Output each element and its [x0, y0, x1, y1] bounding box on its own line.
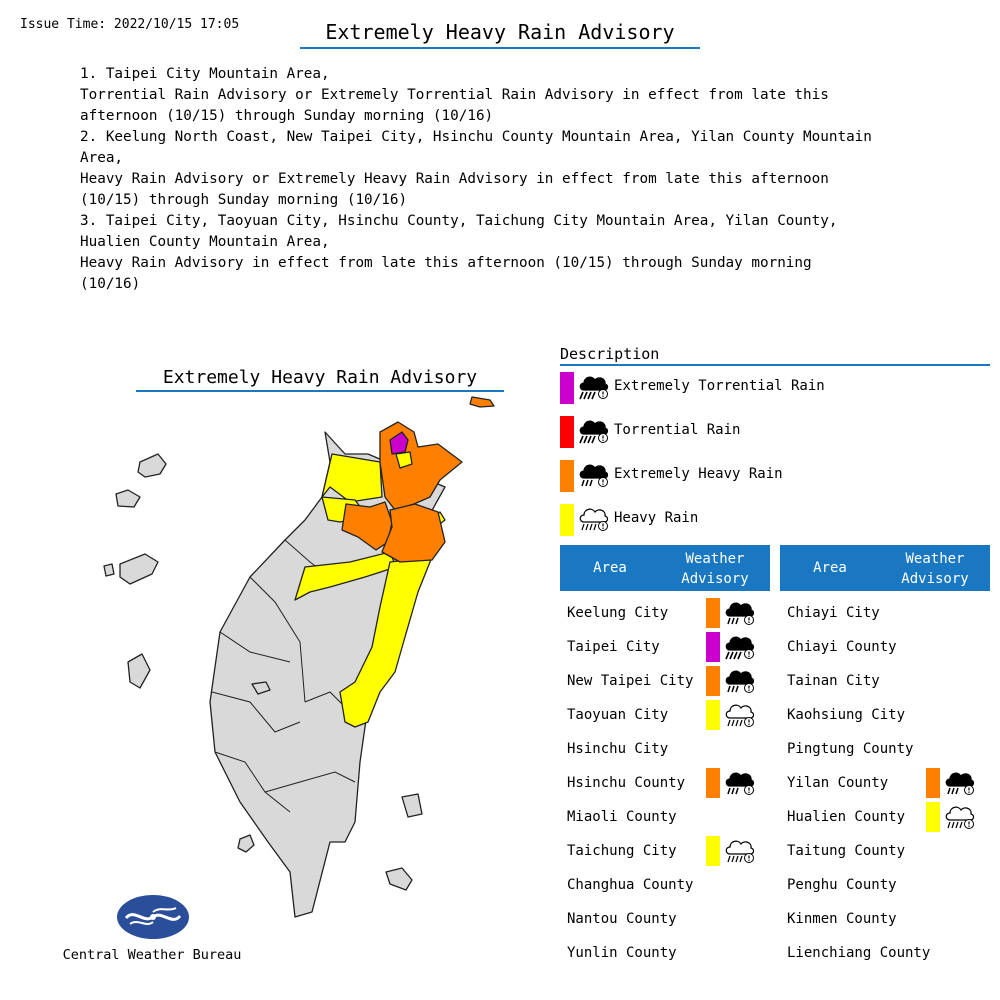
advisory-swatch: [706, 598, 720, 628]
legend-label: Extremely Torrential Rain: [614, 378, 825, 394]
legend-label: Torrential Rain: [614, 422, 741, 438]
cwb-logo: [116, 894, 190, 940]
notice-line: Torrential Rain Advisory or Extremely Torrential Rain Advisory in effect from late this: [80, 87, 829, 103]
page-title: Extremely Heavy Rain Advisory: [300, 20, 700, 49]
notice-line: 3. Taipei City, Taoyuan City, Hsinchu County, Taichung City Mountain Area, Yilan County,: [80, 213, 838, 229]
table-row: [780, 938, 990, 972]
table-row: [780, 666, 990, 700]
table-header-right: [780, 545, 990, 591]
notice-line: 1. Taipei City Mountain Area,: [80, 66, 330, 82]
area-header: Area: [593, 560, 627, 576]
area-name: Taipei City: [567, 639, 660, 655]
notice-line: (10/16): [80, 276, 141, 292]
region-kinmen-small: [116, 490, 140, 507]
table-row: [780, 598, 990, 632]
region-keelung: [470, 397, 494, 407]
table-row: [560, 734, 770, 768]
torrential-rain-icon: [578, 372, 610, 408]
notice-line: Area,: [80, 150, 124, 166]
legend-label: Heavy Rain: [614, 510, 699, 526]
area-name: Taoyuan City: [567, 707, 669, 723]
table-row: [560, 700, 770, 734]
notice-line: afternoon (10/15) through Sunday morning (10/16): [80, 108, 494, 124]
region-yilan: [382, 504, 445, 562]
area-name: Tainan City: [787, 673, 880, 689]
heavy-rain-icon: [724, 666, 756, 702]
area-name: Kaohsiung City: [787, 707, 906, 723]
table-row: [560, 870, 770, 904]
advisory-swatch: [706, 666, 720, 696]
area-name: Keelung City: [567, 605, 669, 621]
region-green-island: [402, 794, 422, 817]
table-row: [780, 802, 990, 836]
area-name: Taitung County: [787, 843, 906, 859]
legend-swatch: [560, 372, 574, 404]
heavy-rain-icon: [724, 598, 756, 634]
advisory-swatch: [706, 768, 720, 798]
notice-line: Heavy Rain Advisory in effect from late this afternoon (10/15) through Sunday morning: [80, 255, 812, 271]
table-row: [780, 870, 990, 904]
torrential-rain-icon: [578, 416, 610, 452]
advisory-header-line2: Advisory: [681, 571, 749, 587]
issue-time: Issue Time: 2022/10/15 17:05: [20, 17, 240, 32]
table-row: [560, 768, 770, 802]
advisory-swatch: [926, 802, 940, 832]
heavy-rain-icon: [578, 460, 610, 496]
table-row: [780, 904, 990, 938]
advisory-notice: [80, 64, 940, 295]
advisory-swatch: [706, 836, 720, 866]
region-orchid-island: [386, 868, 412, 890]
torrential-rain-icon: [724, 632, 756, 668]
region-liuqiu: [238, 835, 254, 852]
region-kinmen: [138, 454, 166, 477]
area-name: Yunlin County: [567, 945, 677, 961]
area-name: Chiayi City: [787, 605, 880, 621]
legend-item: [560, 504, 960, 536]
area-name: Miaoli County: [567, 809, 677, 825]
area-name: Chiayi County: [787, 639, 897, 655]
taiwan-advisory-map: [100, 392, 500, 922]
area-name: Hualien County: [787, 809, 906, 825]
rain-icon: [578, 504, 610, 540]
map-title: Extremely Heavy Rain Advisory: [136, 367, 504, 392]
area-name: Kinmen County: [787, 911, 897, 927]
table-row: [560, 836, 770, 870]
table-row: [560, 904, 770, 938]
area-name: Nantou County: [567, 911, 677, 927]
bureau-name: Central Weather Bureau: [62, 947, 242, 963]
advisory-header-line1: Weather: [685, 551, 745, 567]
legend-swatch: [560, 460, 574, 492]
area-name: Hsinchu City: [567, 741, 669, 757]
rain-icon: [724, 836, 756, 872]
legend-item: [560, 372, 960, 404]
heavy-rain-icon: [724, 768, 756, 804]
area-name: Lienchiang County: [787, 945, 931, 961]
heavy-rain-icon: [944, 768, 976, 804]
table-row: [780, 632, 990, 666]
notice-line: Heavy Rain Advisory or Extremely Heavy Rain Advisory in effect from late this afternoon: [80, 171, 829, 187]
advisory-swatch: [706, 632, 720, 662]
area-name: Penghu County: [787, 877, 897, 893]
region-penghu: [128, 654, 150, 688]
area-name: Taichung City: [567, 843, 677, 859]
area-name: Yilan County: [787, 775, 889, 791]
advisory-header-line2: Advisory: [901, 571, 969, 587]
area-header: Area: [813, 560, 847, 576]
table-row: [780, 836, 990, 870]
table-row: [780, 768, 990, 802]
legend-title: Description: [560, 345, 990, 366]
advisory-header-line1: Weather: [905, 551, 965, 567]
advisory-header: [670, 549, 760, 589]
area-name: Hsinchu County: [567, 775, 686, 791]
advisory-swatch: [926, 768, 940, 798]
area-name: Changhua County: [567, 877, 694, 893]
notice-line: 2. Keelung North Coast, New Taipei City, Hsinchu County Mountain Area, Yilan County Mountain: [80, 129, 872, 145]
table-row: [780, 700, 990, 734]
rain-icon: [944, 802, 976, 838]
table-row: [560, 598, 770, 632]
rain-icon: [724, 700, 756, 736]
table-row: [560, 632, 770, 666]
table-row: [780, 734, 990, 768]
legend-swatch: [560, 504, 574, 536]
legend-swatch: [560, 416, 574, 448]
notice-line: Hualien County Mountain Area,: [80, 234, 330, 250]
advisory-swatch: [706, 700, 720, 730]
table-row: [560, 802, 770, 836]
table-row: [560, 666, 770, 700]
legend-item: [560, 460, 960, 492]
area-name: Pingtung County: [787, 741, 914, 757]
table-header-left: [560, 545, 770, 591]
legend-item: [560, 416, 960, 448]
legend-label: Extremely Heavy Rain: [614, 466, 783, 482]
table-row: [560, 938, 770, 972]
advisory-header: [890, 549, 980, 589]
area-name: New Taipei City: [567, 673, 694, 689]
region-new-taipei: [380, 422, 462, 510]
notice-line: (10/15) through Sunday morning (10/16): [80, 192, 408, 208]
region-matsu: [120, 554, 158, 584]
region-matsu-small: [104, 564, 114, 576]
